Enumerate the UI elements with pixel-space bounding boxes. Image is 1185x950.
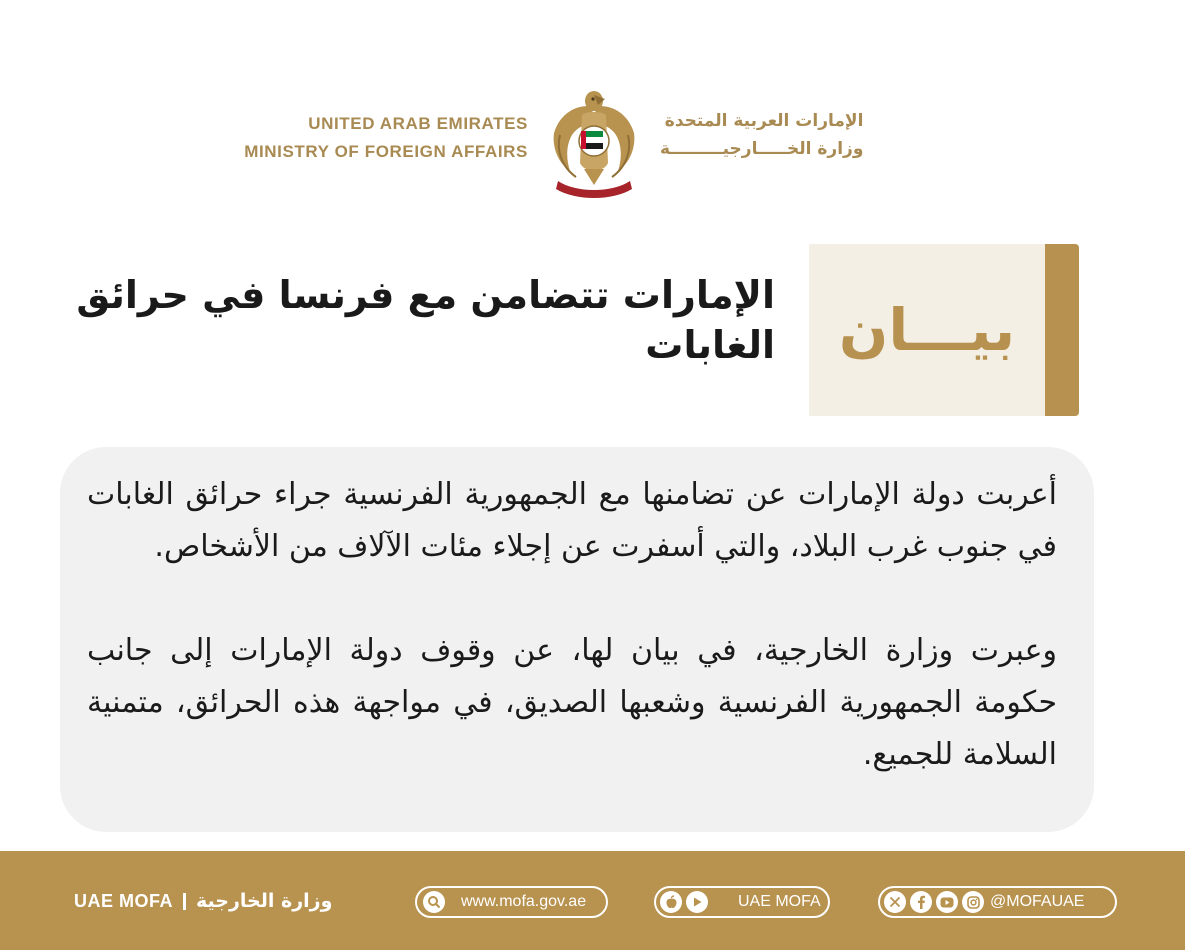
youtube-icon	[936, 891, 958, 913]
instagram-icon	[962, 891, 984, 913]
website-link[interactable]	[415, 886, 608, 918]
footer	[0, 851, 1185, 950]
statement-text	[87, 469, 1057, 781]
page-title: الإمارات تتضامن مع فرنسا في حرائق الغابات	[76, 273, 775, 367]
app-name: UAE MOFA	[738, 893, 821, 910]
ministry-name-ar	[660, 107, 863, 163]
ministry-title-en: MINISTRY OF FOREIGN AFFAIRS	[244, 142, 528, 161]
brand-ar: وزارة الخارجية	[196, 890, 333, 912]
uae-falcon-emblem-icon	[548, 85, 640, 200]
statement-badge-label: بيـــان	[838, 296, 1016, 364]
brand-en: UAE MOFA	[74, 890, 174, 911]
social-handle: @MOFAUAE	[990, 893, 1085, 910]
statement-paragraph-1: أعربت دولة الإمارات عن تضامنها مع الجمهورية الفرنسية جراء حرائق الغابات في جنوب غرب البلاد، والتي أسفرت عن إجلاء مئات الآلاف من الأشخاص.	[87, 477, 1057, 564]
app-link[interactable]	[654, 886, 830, 918]
statement-card	[60, 447, 1094, 832]
statement-badge	[809, 244, 1079, 416]
apple-icon	[660, 891, 682, 913]
header	[0, 85, 1185, 205]
play-store-icon	[686, 891, 708, 913]
facebook-icon	[910, 891, 932, 913]
brand-divider	[183, 893, 186, 910]
website-url: www.mofa.gov.ae	[461, 893, 587, 910]
social-links[interactable]	[878, 886, 1117, 918]
ministry-country-ar: الإمارات العربية المتحدة	[664, 111, 864, 131]
ministry-name-en	[244, 110, 528, 166]
ministry-title-ar: وزارة الخـــــارجيـــــــــة	[660, 139, 864, 159]
x-icon	[884, 891, 906, 913]
statement-paragraph-2: وعبرت وزارة الخارجية، في بيان لها، عن وقوف دولة الإمارات إلى جانب حكومة الجمهورية الفرنسية وشعبها الصديق، في مواجهة هذه الحرائق، متمنية السلامة للجميع.	[87, 633, 1057, 772]
search-icon	[423, 891, 445, 913]
ministry-country-en: UNITED ARAB EMIRATES	[308, 114, 528, 133]
footer-brand	[74, 887, 332, 915]
badge-stripe	[1045, 244, 1079, 416]
